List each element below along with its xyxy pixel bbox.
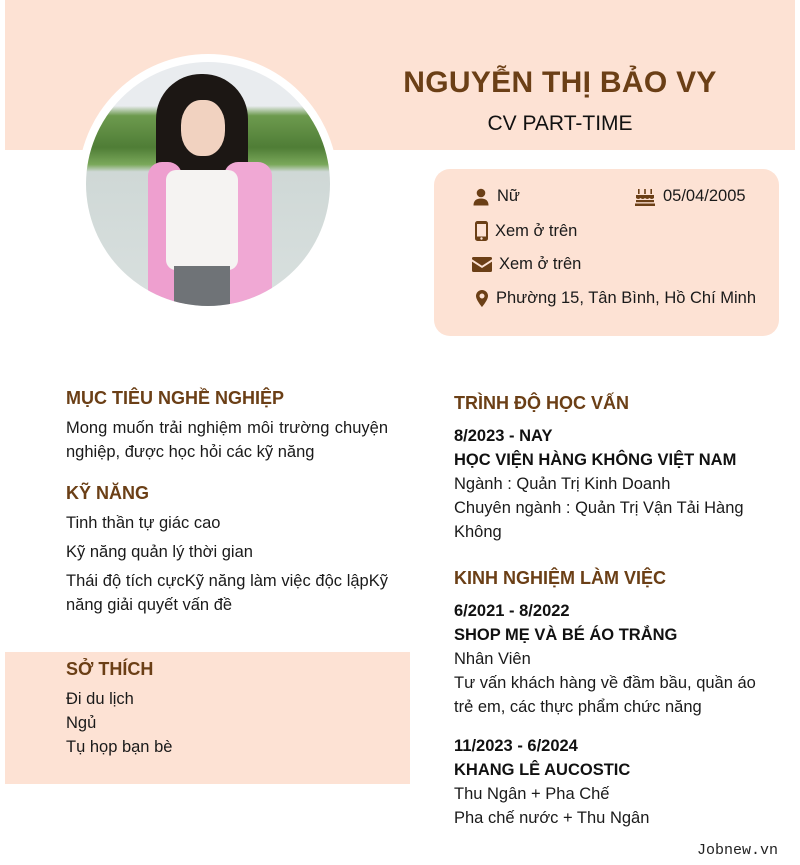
profile-photo — [86, 62, 330, 306]
experience-period: 11/2023 - 6/2024 — [454, 737, 578, 755]
hobby-item: Ngủ — [66, 714, 97, 732]
map-marker-icon — [476, 290, 488, 307]
address-value: Phường 15, Tân Bình, Hồ Chí Minh — [496, 289, 757, 307]
experience-period: 6/2021 - 8/2022 — [454, 602, 570, 620]
contact-address — [476, 289, 756, 308]
education-school: HỌC VIỆN HÀNG KHÔNG VIỆT NAM — [454, 451, 737, 469]
skills-title: KỸ NĂNG — [66, 483, 150, 503]
education-major: Ngành : Quản Trị Kinh Doanh — [454, 475, 671, 493]
experience-position: Thu Ngân + Pha Chế — [454, 785, 610, 803]
candidate-name: NGUYỄN THỊ BẢO VY — [403, 66, 717, 99]
hobby-item: Đi du lịch — [66, 690, 134, 708]
experience-description: Pha chế nước + Thu Ngân — [454, 809, 650, 827]
objective-title: MỤC TIÊU NGHỀ NGHIỆP — [66, 388, 285, 408]
avatar — [78, 54, 338, 314]
watermark: Jobnew.vn — [697, 842, 779, 859]
contact-email — [472, 255, 581, 274]
contact-card — [434, 169, 779, 336]
phone-value: Xem ở trên — [495, 221, 578, 240]
experience-title: KINH NGHIỆM LÀM VIỆC — [454, 568, 667, 588]
envelope-icon — [472, 257, 492, 272]
contact-birthday — [635, 187, 746, 206]
education-specialization: Chuyên ngành : Quản Trị Vận Tải Hàng Không — [454, 499, 744, 541]
contact-phone — [475, 221, 577, 241]
skill-item: Kỹ năng quản lý thời gian — [66, 543, 253, 561]
hobbies-title: SỞ THÍCH — [66, 659, 154, 679]
mobile-phone-icon — [475, 221, 488, 241]
experience-description: Tư vấn khách hàng về đầm bầu, quần áo trẻ em, các thực phẩm chức năng — [454, 674, 756, 716]
experience-company: SHOP MẸ VÀ BÉ ÁO TRẮNG — [454, 626, 678, 644]
user-icon — [473, 188, 489, 206]
education-title: TRÌNH ĐỘ HỌC VẤN — [454, 393, 629, 413]
cv-subtitle: CV PART-TIME — [487, 112, 633, 135]
hobby-item: Tụ họp bạn bè — [66, 738, 173, 756]
contact-gender — [473, 187, 520, 206]
experience-position: Nhân Viên — [454, 650, 531, 668]
skill-item: Tinh thần tự giác cao — [66, 514, 221, 532]
objective-text: Mong muốn trải nghiệm môi trường chuyện nghiệp, được học hỏi các kỹ năng — [66, 419, 388, 461]
gender-value: Nữ — [497, 187, 520, 205]
education-period: 8/2023 - NAY — [454, 427, 553, 445]
experience-company: KHANG LÊ AUCOSTIC — [454, 761, 631, 779]
skill-item: Thái độ tích cựcKỹ năng làm việc độc lậpKỹ năng giải quyết vấn đề — [66, 572, 388, 614]
birthday-value: 05/04/2005 — [663, 187, 746, 205]
birthday-cake-icon — [635, 188, 655, 206]
email-value: Xem ở trên — [499, 255, 582, 273]
